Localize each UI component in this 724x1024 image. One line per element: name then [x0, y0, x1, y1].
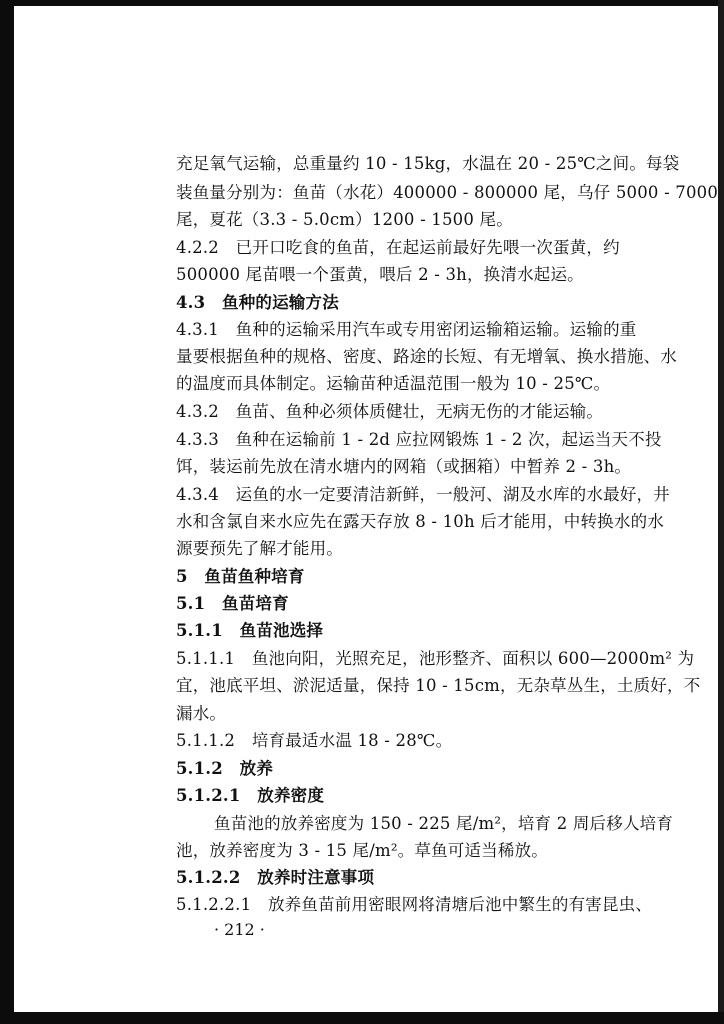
text-line: 池，放养密度为 3 - 15 尾/m²。草鱼可适当稀放。	[176, 841, 548, 860]
text-line: 宜，池底平坦、淤泥适量，保持 10 - 15cm，无杂草丛生，土质好，不	[176, 676, 701, 695]
text-line: 装鱼量分别为：鱼苗（水花）400000 - 800000 尾，乌仔 5000 - 7000	[176, 183, 719, 202]
text-line: 5.1.1.2 培育最适水温 18 - 28℃。	[176, 731, 453, 750]
text-line: 5.1.2.2.1 放养鱼苗前用密眼网将清塘后池中繁生的有害昆虫、	[176, 895, 653, 914]
section-heading: 5.1 鱼苗培育	[176, 594, 289, 613]
text-line: 量要根据鱼种的规格、密度、路途的长短、有无增氧、换水措施、水	[176, 347, 677, 366]
text-line: 5.1.1.1 鱼池向阳，光照充足，池形整齐、面积以 600—2000m² 为	[176, 649, 695, 668]
text-line: 4.3.1 鱼种的运输采用汽车或专用密闭运输箱运输。运输的重	[176, 320, 637, 339]
text-line: 源要预先了解才能用。	[176, 539, 343, 558]
text-line: 漏水。	[176, 704, 227, 723]
text-line: 4.3.2 鱼苗、鱼种必须体质健壮，无病无伤的才能运输。	[176, 402, 604, 421]
text-line: 尾，夏花（3.3 - 5.0cm）1200 - 1500 尾。	[176, 210, 513, 229]
text-line: 500000 尾苗喂一个蛋黄，喂后 2 - 3h，换清水起运。	[176, 265, 584, 284]
text-line: 的温度而具体制定。运输苗种适温范围一般为 10 - 25℃。	[176, 374, 611, 393]
section-heading: 5.1.1 鱼苗池选择	[176, 621, 324, 640]
section-heading: 5 鱼苗鱼种培育	[176, 567, 305, 586]
text-line: 鱼苗池的放养密度为 150 - 225 尾/m²，培育 2 周后移人培育	[214, 814, 674, 833]
section-heading: 5.1.2.1 放养密度	[176, 786, 325, 805]
section-heading: 5.1.2 放养	[176, 759, 274, 778]
section-heading: 5.1.2.2 放养时注意事项	[176, 868, 375, 887]
section-heading: 4.3 鱼种的运输方法	[176, 293, 339, 312]
text-line: 4.2.2 已开口吃食的鱼苗，在起运前最好先喂一次蛋黄，约	[176, 238, 620, 257]
text-line: 饵，装运前先放在清水塘内的网箱（或捆箱）中暂养 2 - 3h。	[176, 457, 632, 476]
page-number: · 212 ·	[214, 920, 265, 939]
text-line: 充足氧气运输，总重量约 10 - 15kg，水温在 20 - 25℃之间。每袋	[176, 154, 680, 173]
text-line: 4.3.4 运鱼的水一定要清洁新鲜，一般河、湖及水库的水最好，井	[176, 485, 670, 504]
text-line: 4.3.3 鱼种在运输前 1 - 2d 应拉网锻炼 1 - 2 次，起运当天不投	[176, 430, 662, 449]
text-line: 水和含氯自来水应先在露天存放 8 - 10h 后才能用，中转换水的水	[176, 512, 664, 531]
